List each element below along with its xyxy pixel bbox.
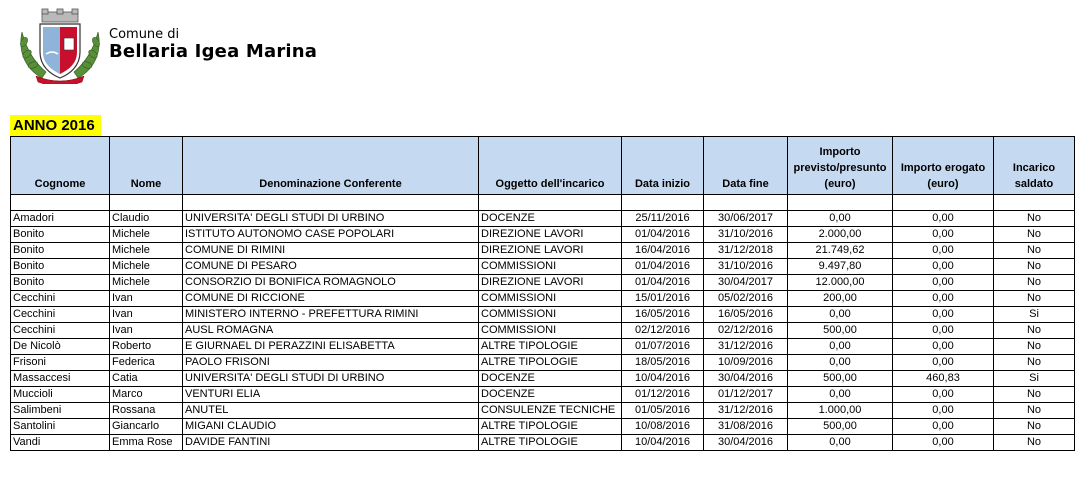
cell-data-fine: 31/08/2016 xyxy=(704,419,788,435)
cell-denominazione: MIGANI CLAUDIO xyxy=(183,419,479,435)
cell-data-fine: 31/12/2016 xyxy=(704,339,788,355)
cell-cognome: Cecchini xyxy=(11,323,110,339)
cell-data-inizio: 02/12/2016 xyxy=(622,323,704,339)
cell-denominazione: MINISTERO INTERNO - PREFETTURA RIMINI xyxy=(183,307,479,323)
table-header-row xyxy=(11,137,1075,195)
cell-data-fine: 16/05/2016 xyxy=(704,307,788,323)
cell-nome: Michele xyxy=(110,227,183,243)
cell-oggetto: COMMISSIONI xyxy=(479,291,622,307)
cell-nome: Ivan xyxy=(110,307,183,323)
cell-importo-previsto: 21.749,62 xyxy=(788,243,893,259)
cell-importo-previsto: 0,00 xyxy=(788,211,893,227)
cell-incarico-saldato: Si xyxy=(994,371,1075,387)
table-row xyxy=(11,403,1075,419)
cell-cognome: Cecchini xyxy=(11,291,110,307)
cell-oggetto: ALTRE TIPOLOGIE xyxy=(479,419,622,435)
cell-data-fine: 31/12/2018 xyxy=(704,243,788,259)
cell-cognome: Massaccesi xyxy=(11,371,110,387)
cell-data-inizio: 01/07/2016 xyxy=(622,339,704,355)
cell-data-inizio: 15/01/2016 xyxy=(622,291,704,307)
cell-nome: Roberto xyxy=(110,339,183,355)
cell-data-fine: 05/02/2016 xyxy=(704,291,788,307)
cell-importo-previsto: 0,00 xyxy=(788,307,893,323)
cell-cognome: Bonito xyxy=(11,275,110,291)
cell-cognome: Bonito xyxy=(11,243,110,259)
col-header-importo-erogato: Importo erogato (euro) xyxy=(893,137,994,195)
year-label: ANNO 2016 xyxy=(10,115,101,136)
cell-nome: Giancarlo xyxy=(110,419,183,435)
municipality-name xyxy=(109,28,317,62)
cell-importo-previsto: 500,00 xyxy=(788,371,893,387)
cell-nome: Ivan xyxy=(110,291,183,307)
cell-nome: Michele xyxy=(110,243,183,259)
cell-cognome: Vandi xyxy=(11,435,110,451)
cell-importo-erogato: 0,00 xyxy=(893,403,994,419)
col-header-data-inizio: Data inizio xyxy=(622,137,704,195)
cell-data-inizio: 16/05/2016 xyxy=(622,307,704,323)
cell-nome: Emma Rose xyxy=(110,435,183,451)
cell-incarico-saldato: No xyxy=(994,339,1075,355)
cell-importo-erogato: 0,00 xyxy=(893,227,994,243)
table-row xyxy=(11,307,1075,323)
cell-oggetto: DOCENZE xyxy=(479,211,622,227)
cell-oggetto: COMMISSIONI xyxy=(479,323,622,339)
cell-data-fine: 31/10/2016 xyxy=(704,259,788,275)
cell-importo-erogato: 0,00 xyxy=(893,243,994,259)
municipality-name-line1: Comune di xyxy=(109,27,180,42)
cell-denominazione: AUSL ROMAGNA xyxy=(183,323,479,339)
cell-nome: Federica xyxy=(110,355,183,371)
cell-incarico-saldato: No xyxy=(994,435,1075,451)
cell-importo-erogato: 0,00 xyxy=(893,435,994,451)
cell-denominazione: COMUNE DI RIMINI xyxy=(183,243,479,259)
table-row xyxy=(11,227,1075,243)
cell-data-fine: 31/10/2016 xyxy=(704,227,788,243)
cell-incarico-saldato: No xyxy=(994,403,1075,419)
cell-cognome: De Nicolò xyxy=(11,339,110,355)
cell-denominazione: UNIVERSITA' DEGLI STUDI DI URBINO xyxy=(183,211,479,227)
municipality-crest-logo xyxy=(12,8,108,84)
cell-importo-previsto: 0,00 xyxy=(788,435,893,451)
assignments-table xyxy=(10,136,1075,451)
table-row xyxy=(11,275,1075,291)
col-header-data-fine: Data fine xyxy=(704,137,788,195)
cell-oggetto: COMMISSIONI xyxy=(479,259,622,275)
cell-importo-erogato: 0,00 xyxy=(893,275,994,291)
cell-nome: Claudio xyxy=(110,211,183,227)
cell-nome: Rossana xyxy=(110,403,183,419)
cell-oggetto: COMMISSIONI xyxy=(479,307,622,323)
cell-importo-previsto: 200,00 xyxy=(788,291,893,307)
cell-importo-erogato: 460,83 xyxy=(893,371,994,387)
cell-denominazione: ISTITUTO AUTONOMO CASE POPOLARI xyxy=(183,227,479,243)
cell-importo-previsto: 0,00 xyxy=(788,355,893,371)
cell-oggetto: DOCENZE xyxy=(479,371,622,387)
cell-incarico-saldato: No xyxy=(994,291,1075,307)
cell-incarico-saldato: No xyxy=(994,227,1075,243)
col-header-incarico-saldato: Incarico saldato xyxy=(994,137,1075,195)
table-row xyxy=(11,211,1075,227)
cell-data-inizio: 10/04/2016 xyxy=(622,435,704,451)
cell-denominazione: VENTURI ELIA xyxy=(183,387,479,403)
cell-data-inizio: 10/04/2016 xyxy=(622,371,704,387)
cell-denominazione: ANUTEL xyxy=(183,403,479,419)
cell-data-inizio: 16/04/2016 xyxy=(622,243,704,259)
cell-data-fine: 31/12/2016 xyxy=(704,403,788,419)
table-row xyxy=(11,419,1075,435)
cell-cognome: Muccioli xyxy=(11,387,110,403)
table-row xyxy=(11,435,1075,451)
cell-data-fine: 30/04/2017 xyxy=(704,275,788,291)
spacer-row xyxy=(11,195,1075,211)
cell-incarico-saldato: No xyxy=(994,355,1075,371)
table-row xyxy=(11,387,1075,403)
cell-importo-erogato: 0,00 xyxy=(893,339,994,355)
cell-cognome: Amadori xyxy=(11,211,110,227)
cell-incarico-saldato: Si xyxy=(994,307,1075,323)
cell-oggetto: CONSULENZE TECNICHE xyxy=(479,403,622,419)
cell-denominazione: PAOLO FRISONI xyxy=(183,355,479,371)
table-row xyxy=(11,323,1075,339)
cell-importo-previsto: 500,00 xyxy=(788,323,893,339)
cell-data-fine: 02/12/2016 xyxy=(704,323,788,339)
cell-importo-erogato: 0,00 xyxy=(893,307,994,323)
cell-incarico-saldato: No xyxy=(994,323,1075,339)
cell-data-fine: 30/04/2016 xyxy=(704,435,788,451)
cell-oggetto: DIREZIONE LAVORI xyxy=(479,227,622,243)
cell-importo-previsto: 2.000,00 xyxy=(788,227,893,243)
cell-oggetto: ALTRE TIPOLOGIE xyxy=(479,355,622,371)
cell-nome: Michele xyxy=(110,259,183,275)
cell-incarico-saldato: No xyxy=(994,419,1075,435)
table-row xyxy=(11,291,1075,307)
cell-incarico-saldato: No xyxy=(994,243,1075,259)
cell-cognome: Salimbeni xyxy=(11,403,110,419)
table-row xyxy=(11,339,1075,355)
cell-denominazione: CONSORZIO DI BONIFICA ROMAGNOLO xyxy=(183,275,479,291)
cell-denominazione: DAVIDE FANTINI xyxy=(183,435,479,451)
cell-oggetto: ALTRE TIPOLOGIE xyxy=(479,339,622,355)
cell-cognome: Bonito xyxy=(11,227,110,243)
cell-data-inizio: 25/11/2016 xyxy=(622,211,704,227)
cell-data-fine: 30/04/2016 xyxy=(704,371,788,387)
cell-data-inizio: 10/08/2016 xyxy=(622,419,704,435)
cell-importo-previsto: 1.000,00 xyxy=(788,403,893,419)
cell-cognome: Frisoni xyxy=(11,355,110,371)
cell-importo-previsto: 9.497,80 xyxy=(788,259,893,275)
col-header-nome: Nome xyxy=(110,137,183,195)
cell-oggetto: DOCENZE xyxy=(479,387,622,403)
cell-data-inizio: 01/04/2016 xyxy=(622,227,704,243)
cell-denominazione: E GIURNAEL DI PERAZZINI ELISABETTA xyxy=(183,339,479,355)
cell-data-inizio: 18/05/2016 xyxy=(622,355,704,371)
cell-importo-erogato: 0,00 xyxy=(893,211,994,227)
cell-incarico-saldato: No xyxy=(994,275,1075,291)
cell-importo-previsto: 0,00 xyxy=(788,339,893,355)
cell-data-inizio: 01/05/2016 xyxy=(622,403,704,419)
cell-importo-erogato: 0,00 xyxy=(893,323,994,339)
table-row xyxy=(11,243,1075,259)
cell-cognome: Santolini xyxy=(11,419,110,435)
cell-incarico-saldato: No xyxy=(994,387,1075,403)
cell-cognome: Cecchini xyxy=(11,307,110,323)
cell-importo-erogato: 0,00 xyxy=(893,291,994,307)
cell-oggetto: DIREZIONE LAVORI xyxy=(479,275,622,291)
cell-oggetto: DIREZIONE LAVORI xyxy=(479,243,622,259)
table-row xyxy=(11,259,1075,275)
cell-data-fine: 01/12/2017 xyxy=(704,387,788,403)
cell-importo-previsto: 500,00 xyxy=(788,419,893,435)
cell-denominazione: COMUNE DI RICCIONE xyxy=(183,291,479,307)
cell-importo-previsto: 0,00 xyxy=(788,387,893,403)
cell-incarico-saldato: No xyxy=(994,211,1075,227)
cell-nome: Ivan xyxy=(110,323,183,339)
cell-importo-erogato: 0,00 xyxy=(893,355,994,371)
table-row xyxy=(11,371,1075,387)
cell-incarico-saldato: No xyxy=(994,259,1075,275)
cell-denominazione: UNIVERSITA' DEGLI STUDI DI URBINO xyxy=(183,371,479,387)
cell-nome: Michele xyxy=(110,275,183,291)
cell-importo-previsto: 12.000,00 xyxy=(788,275,893,291)
cell-data-inizio: 01/04/2016 xyxy=(622,275,704,291)
col-header-oggetto: Oggetto dell'incarico xyxy=(479,137,622,195)
cell-nome: Catia xyxy=(110,371,183,387)
col-header-cognome: Cognome xyxy=(11,137,110,195)
cell-nome: Marco xyxy=(110,387,183,403)
cell-oggetto: ALTRE TIPOLOGIE xyxy=(479,435,622,451)
cell-cognome: Bonito xyxy=(11,259,110,275)
col-header-importo-previsto: Importo previsto/presunto (euro) xyxy=(788,137,893,195)
cell-data-inizio: 01/12/2016 xyxy=(622,387,704,403)
cell-importo-erogato: 0,00 xyxy=(893,259,994,275)
cell-importo-erogato: 0,00 xyxy=(893,387,994,403)
cell-importo-erogato: 0,00 xyxy=(893,419,994,435)
cell-data-fine: 10/09/2016 xyxy=(704,355,788,371)
cell-data-fine: 30/06/2017 xyxy=(704,211,788,227)
cell-denominazione: COMUNE DI PESARO xyxy=(183,259,479,275)
table-row xyxy=(11,355,1075,371)
col-header-denominazione: Denominazione Conferente xyxy=(183,137,479,195)
cell-data-inizio: 01/04/2016 xyxy=(622,259,704,275)
municipality-name-line2: Bellaria Igea Marina xyxy=(109,41,318,62)
